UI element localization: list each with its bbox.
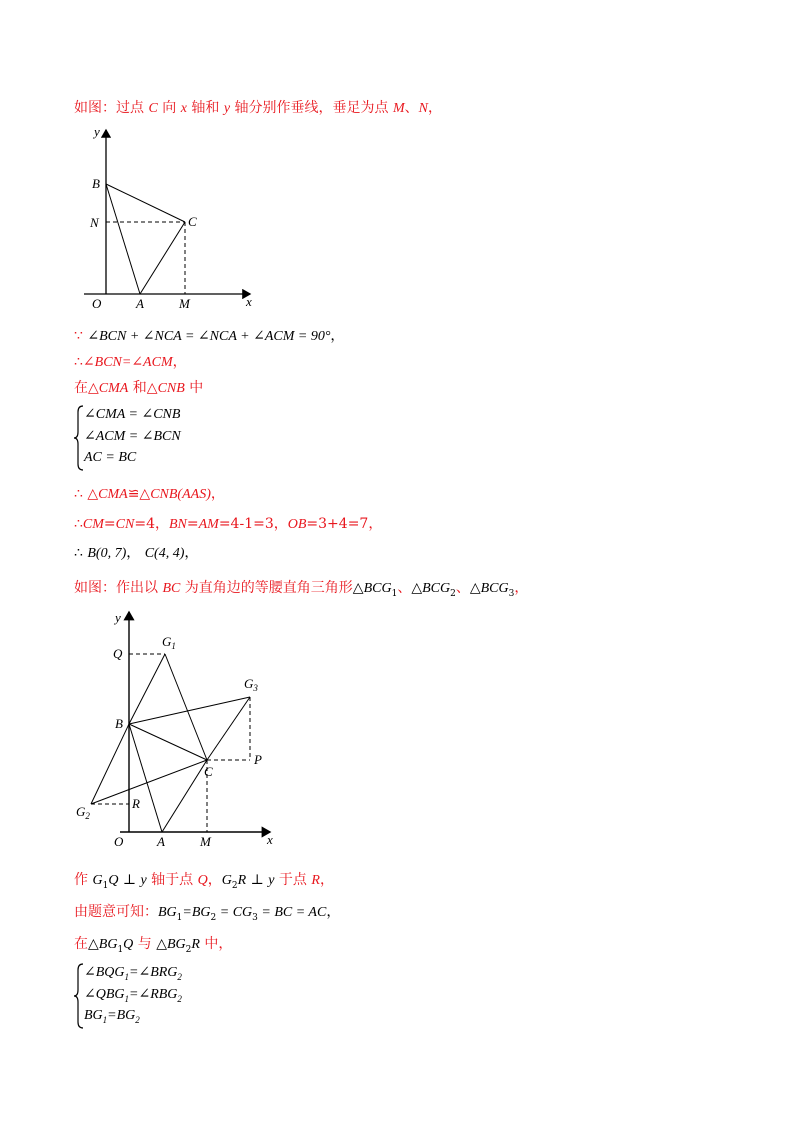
text-line-intro: 如图：过点 C 向 x 轴和 y 轴分别作垂线，垂足为点 M、N， <box>74 100 442 116</box>
system-2-row-2: $\angle QBG_1=\angle RBG_2$ <box>84 987 182 1004</box>
system-2-row-3: $BG_1=BG_2$ <box>84 1008 140 1025</box>
text-line-perpendiculars: 作 $G_1Q$ ⊥ y 轴于点 Q，$G_2R$ ⊥ y 于点 R， <box>74 872 334 891</box>
label-C: C <box>188 214 197 229</box>
text-line-construct: 如图：作出以 BC 为直角边的等腰直角三角形$\triangle BCG_1$、$\triangle BCG_2$、$\triangle BCG_3$， <box>74 580 529 599</box>
figure-1 <box>84 122 264 314</box>
system-2-row-1: $\angle BQG_1=\angle BRG_2$ <box>84 965 182 982</box>
equation-system-1 <box>74 404 274 472</box>
system-1-row-3: AC = BC <box>84 450 137 465</box>
label-G3: $G_3$ <box>244 676 258 693</box>
brace-icon <box>74 404 84 472</box>
label-B: B <box>115 716 123 731</box>
label-B: B <box>92 176 100 191</box>
system-1-row-2: ∠ACM = ∠BCN <box>84 429 181 444</box>
label-y: y <box>115 610 121 625</box>
brace-icon <box>74 962 84 1030</box>
label-x: x <box>246 294 252 309</box>
label-x: x <box>267 832 273 847</box>
label-P: P <box>254 752 262 767</box>
text-line-congruent: ∴ △CMA≌△CNB(AAS)， <box>74 486 225 502</box>
label-y: y <box>94 124 100 139</box>
text-line-equal-sides: 由题意可知：$BG_1=BG_2 = CG_3$ = BC = AC， <box>74 904 341 923</box>
label-M: M <box>179 296 190 311</box>
label-R: R <box>132 796 140 811</box>
text-line-coordinates: ∴ B(0, 7)， C(4, 4)， <box>74 545 199 561</box>
text-line-because: ∵ ∠BCN + ∠NCA = ∠NCA + ∠ACM = 90°， <box>74 328 345 344</box>
system-1-row-1: ∠CMA = ∠CNB <box>84 407 181 422</box>
equation-system-2 <box>74 962 274 1030</box>
label-A: A <box>157 834 165 849</box>
text-line-therefore-angle: ∴∠BCN=∠ACM， <box>74 354 187 370</box>
label-A: A <box>136 296 144 311</box>
label-N: N <box>90 215 99 230</box>
label-M: M <box>200 834 211 849</box>
figure-2 <box>72 606 284 854</box>
text-line-in-triangles: 在△CMA 和△CNB 中 <box>74 380 204 396</box>
text-line-in-triangles-2: 在$\triangle BG_1Q$ 与 $\triangle BG_2R$ 中， <box>74 936 233 955</box>
label-G1: $G_1$ <box>162 634 176 651</box>
label-G2: $G_2$ <box>76 804 90 821</box>
label-Q: Q <box>113 646 123 661</box>
label-O: O <box>92 296 102 311</box>
label-O: O <box>114 834 124 849</box>
label-C: C <box>204 764 213 779</box>
text-line-lengths: ∴CM=CN=4，BN=AM=4-1=3，OB=3+4=7， <box>74 516 383 532</box>
